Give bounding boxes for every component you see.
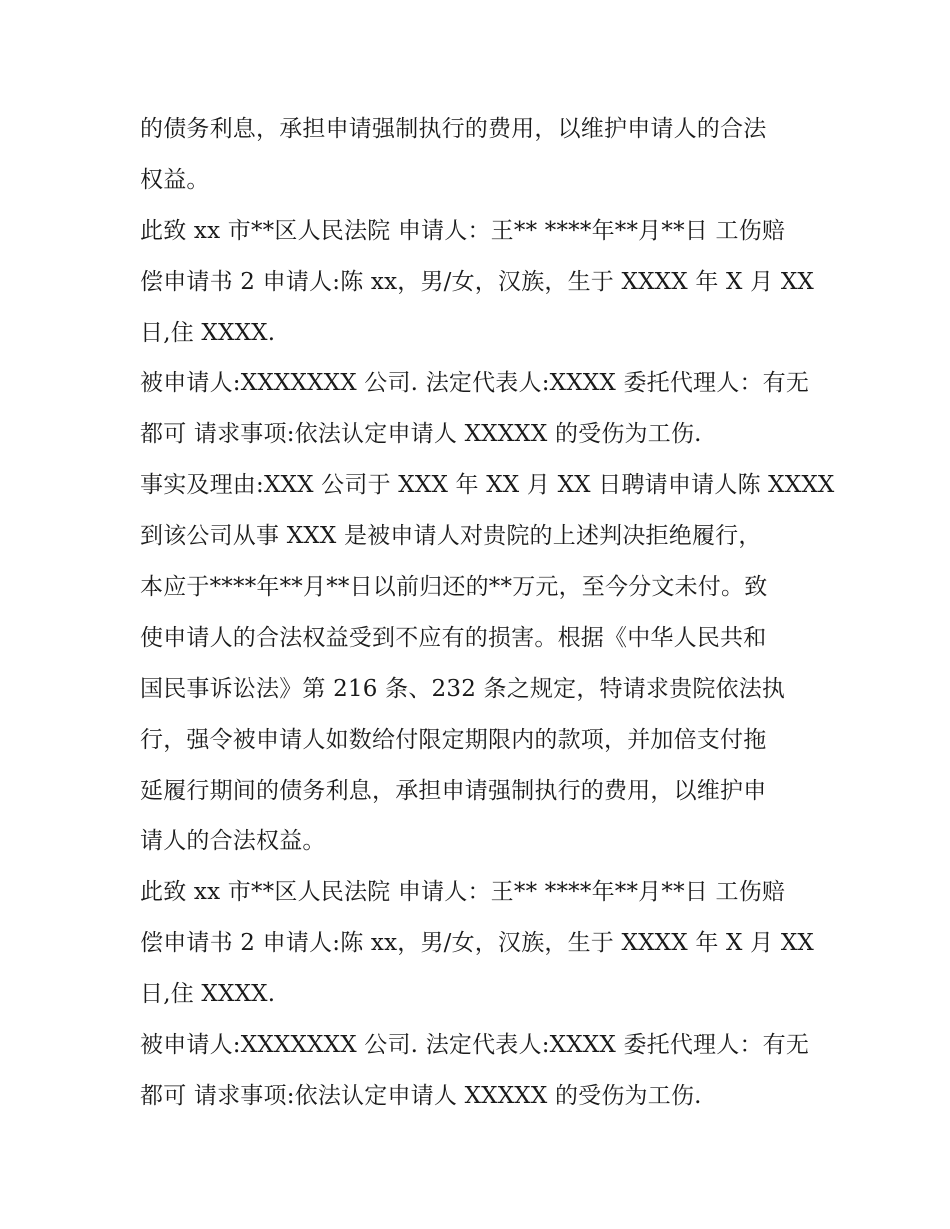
- text-line: 被申请人:XXXXXXX 公司. 法定代表人:XXXX 委托代理人：有无: [140, 370, 810, 397]
- text-line: 事实及理由:XXX 公司于 XXX 年 XX 月 XX 日聘请申请人陈 XXXX: [140, 472, 835, 499]
- text-line: 行，强令被申请人如数给付限定期限内的款项，并加倍支付拖: [140, 726, 767, 753]
- text-line: 权益。: [140, 166, 210, 193]
- text-line: 使申请人的合法权益受到不应有的损害。根据《中华人民共和: [140, 624, 767, 651]
- text-line: 偿申请书 2 申请人:陈 xx，男/女，汉族，生于 XXXX 年 X 月 XX: [140, 930, 814, 957]
- text-line: 到该公司从事 XXX 是被申请人对贵院的上述判决拒绝履行，: [140, 523, 762, 550]
- text-line: 延履行期间的债务利息，承担申请强制执行的费用，以维护申: [140, 777, 767, 804]
- text-line: 都可 请求事项:依法认定申请人 XXXXX 的受伤为工伤.: [140, 421, 702, 448]
- text-line: 国民事诉讼法》第 216 条、232 条之规定，特请求贵院依法执: [140, 675, 786, 702]
- text-line: 此致 xx 市**区人民法院 申请人：王** ****年**月**日 工伤赔: [140, 879, 786, 906]
- text-line: 日,住 XXXX.: [140, 981, 276, 1008]
- text-line: 被申请人:XXXXXXX 公司. 法定代表人:XXXX 委托代理人：有无: [140, 1032, 810, 1059]
- document-body: [140, 104, 835, 1122]
- text-line: 此致 xx 市**区人民法院 申请人：王** ****年**月**日 工伤赔: [140, 217, 786, 244]
- text-line: 的债务利息，承担申请强制执行的费用，以维护申请人的合法: [140, 116, 767, 142]
- text-line: 请人的合法权益。: [140, 828, 326, 855]
- text-line: 本应于****年**月**日以前归还的**万元，至今分文未付。致: [140, 574, 768, 601]
- text-line: 都可 请求事项:依法认定申请人 XXXXX 的受伤为工伤.: [140, 1082, 702, 1109]
- text-line: 日,住 XXXX.: [140, 319, 276, 346]
- text-line: 偿申请书 2 申请人:陈 xx，男/女，汉族，生于 XXXX 年 X 月 XX: [140, 268, 814, 295]
